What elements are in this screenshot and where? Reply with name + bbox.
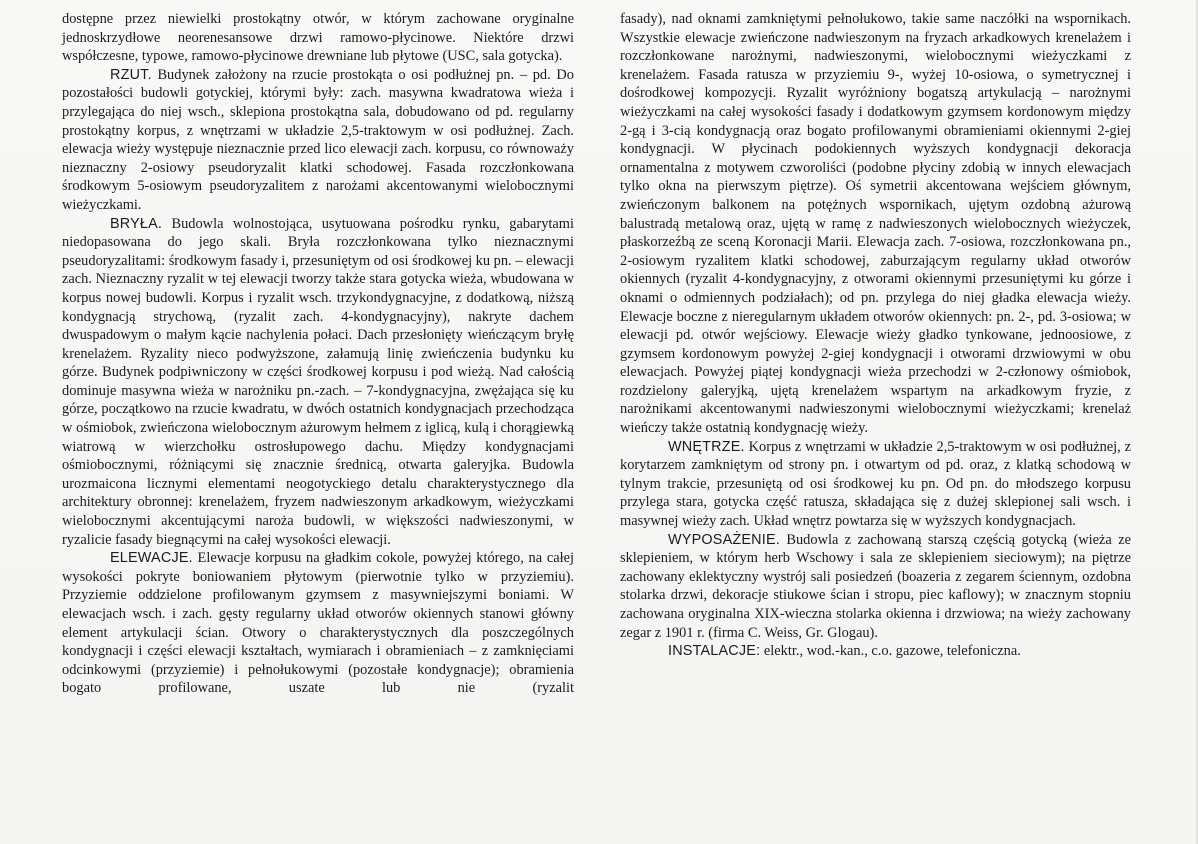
wnetrze-text: Korpus z wnętrzami w układzie 2,5-traktowym w osi podłużnej, z korytarzem zamkniętym od strony pn. i otwartym od pd. oraz, z klatką schodową w tylnym trakcie, przesuniętą od osi środkowej ku pn. Od pn. do młodszego korpusu przylega stara, gotycka część ratusza, składająca się z dużej sklepionej sali wsch. i masywnej wieży zach. Układ wnętrz powtarza się w wyższych kondygnacjach.	[620, 438, 1131, 530]
wyposazenie-text: Budowla z zachowaną starszą częścią gotycką (wieża ze sklepieniem, w którym herb Wschowy i sala ze sklepieniem sieciowym); na piętrze zachowany eklektyczny wystrój sali posiedzeń (boazeria z zegarem ściennym, ozdobna stolarka drzwi, dekoracje stiukowe ścian i stropu, piec kaflowy); w znacznym stopniu zachowana oryginalna XIX-wieczna stolarka okienna i drzwiowa; na wieży zachowany zegar z 1901 r. (firma C. Weiss, Gr. Glogau).	[620, 531, 1131, 641]
instalacje-text: elektr., wod.-kan., c.o. gazowe, telefoniczna.	[760, 643, 1021, 660]
instalacje-heading: INSTALACJE:	[668, 643, 761, 660]
wnetrze-heading: WNĘTRZE.	[668, 438, 745, 455]
elewacje-heading: ELEWACJE.	[110, 550, 193, 567]
elewacje-paragraph	[62, 549, 574, 698]
intro-text: dostępne przez niewielki prostokątny otwór, w którym zachowane oryginalne jednoskrzydłowe neorenesansowe drzwi ramowo-płycinowe. Niektóre drzwi współczesne, typowe, ramowo-płycinowe drewniane lub płytowe (USC, sala gotycka).	[62, 11, 574, 65]
wyposazenie-paragraph	[620, 531, 1131, 643]
rzut-text: Budynek założony na rzucie prostokąta o osi podłużnej pn. – pd. Do pozostałości budowli gotyckiej, którymi były: zach. masywna kwadratowa wieża i przylegająca do niej wsch., sklepiona prostokątna sala, dobudowano od pd. regularny prostokątny korpus, z wnętrzami w układzie 2,5-traktowym w osi podłużnej. Zach. elewacja wieży występuje nieznacznie przed lico elewacji zach. korpusu, co równoważy nieznaczny 2-osiowy pseudoryzalit klatki schodowej. Fasada rozczłonkowana środkowym 5-osiowym pseudoryzalitem z narożami akcentowanymi wielobocznymi wieżyczkami.	[62, 66, 574, 213]
left-text-column	[62, 10, 574, 698]
rzut-heading: RZUT.	[110, 66, 152, 83]
instalacje-paragraph	[620, 642, 1131, 661]
wyposazenie-heading: WYPOSAŻENIE.	[668, 531, 780, 548]
right-text-column	[620, 10, 1131, 661]
elewacje-text: Elewacje korpusu na gładkim cokole, powyżej którego, na całej wysokości pokryte boniowaniem płytowym (pierwotnie tylko w przyziemiu). Przyziemie oddzielone profilowanym gzymsem z masywniejszymi boniami. W elewacjach wsch. i zach. gęsty regularny układ otworów okiennych stanowi główny element artykulacji ścian. Otwory o charakterystycznych dla poszczególnych kondygnacji i części elewacji kształtach, wymiarach i obramieniach – z zamknięciami odcinkowymi (przyziemie) i pełnołukowymi (pozostałe kondygnacje); obramienia bogato profilowane, uszate lub nie (ryzalit	[62, 550, 574, 697]
rzut-paragraph	[62, 66, 574, 215]
bryla-heading: BRYŁA.	[110, 215, 163, 232]
bryla-paragraph	[62, 215, 574, 550]
bryla-text: Budowla wolnostojąca, usytuowana pośrodku rynku, gabarytami niedopasowana do jego skali. Bryła rozczłonkowana tylko nieznacznymi pseudoryzalitami: środkowym fasady i, przesuniętym od osi środkowej ku pn. – elewacji zach. Nieznaczny ryzalit w tej elewacji tworzy także stara gotycka wieża, wbudowana w korpus nowej budowli. Korpus i ryzalit wsch. trzykondygnacyjne, z dodatkową, niższą kondygnacją strychową, (ryzalit zach. 4-kondygnacyjny), nakryte dachem dwuspadowym o małym kącie nachylenia połaci. Dach przesłonięty wieńczącym bryłę krenelażem. Ryzality nieco podwyższone, załamują linię zwieńczenia budynku ku górze. Budynek podpiwniczony w części środkowej korpusu i pod wieżą. Nad całością dominuje masywna wieża w narożniku pn.-zach. – 7-kondygnacyjna, zwężająca się ku górze, początkowo na rzucie kwadratu, w dwóch ostatnich kondygnacjach przechodząca w ośmiobok, zwieńczona wielobocznym ażurowym hełmem z iglicą, kulą i chorągiewką wiatrową w wierzchołku ostrosłupowego dachu. Między kondygnacjami ośmiobocznymi, różniącymi się znacznie średnicą, otwarta galeryjka. Budowla urozmaicona licznymi elementami neogotyckiego detalu charakterystycznego dla architektury obronnej: krenelażem, fryzem nadwieszonym arkadkowym, wieżyczkami wielobocznymi akcentującymi naroża budowli, w większości nadwieszonymi, w ryzalicie fasady biegnącymi na całej wysokości elewacji.	[62, 215, 574, 548]
elewacje-continued-paragraph	[620, 10, 1131, 438]
wnetrze-paragraph	[620, 438, 1131, 531]
intro-paragraph	[62, 10, 574, 66]
elewacje-continued-text: fasady), nad oknami zamkniętymi pełnołukowo, takie same naczółki na wspornikach. Wszystkie elewacje zwieńczone nadwieszonym na fryzach arkadkowych krenelażem i rozczłonkowane narożnymi, nadwieszonymi, wielobocznymi wieżyczkami z krenelażem. Fasada ratusza w przyziemiu 9-, wyżej 10-osiowa, o symetrycznej i dośrodkowej kompozycji. Ryzalit wyróżniony bogatszą artykulacją – narożnymi wieżyczkami na całej wysokości fasady i dodatkowym gzymsem kordonowym między 2-gą i 3-cią kondygnacją oraz bogato profilowanymi obramieniami okiennymi 2-giej kondygnacji. W płycinach podokiennych wyższych kondygnacji dekoracja ornamentalna z motywem czworoliści (podobne płyciny zdobią w innych elewacjach tylko okna na pierwszym piętrze). Oś symetrii akcentowana wejściem głównym, zwieńczonym balkonem na potężnych wspornikach, ujętym ozdobną ażurową balustradą metalową oraz, ujętą w ramę z nadwieszonych wielobocznych wieżyczek, płaskorzeźbą ze sceną Koronacji Marii. Elewacja zach. 7-osiowa, rozczłonkowana pn., 2-osiowym ryzalitem klatki schodowej, zaburzającym regularny układ otworów okiennych (ryzalit 4-kondygnacyjny, z otworami okiennymi przesuniętymi ku górze i oknami o odmiennych podziałach); od pn. przylega do niej gładka elewacja wieży. Elewacje boczne z nieregularnym układem otworów okiennych: pn. 2-, pd. 3-osiowa; w elewacji pd. otwór wejściowy. Elewacje wieży gładko tynkowane, jednoosiowe, z gzymsem kordonowym powyżej 2-giej kondygnacji i otworami drzwiowymi w obu elewacjach. Powyżej piątej kondygnacji wieża przechodzi w 2-członowy ośmiobok, rozdzielony galeryjką, ujętą krenelażem wspartym na arkadkowym fryzie, z narożnikami akcentowanymi nadwieszonymi wielobocznymi wieżyczkami; krenelaż wieńczy także ostatnią kondygnację wieży.	[620, 11, 1131, 437]
